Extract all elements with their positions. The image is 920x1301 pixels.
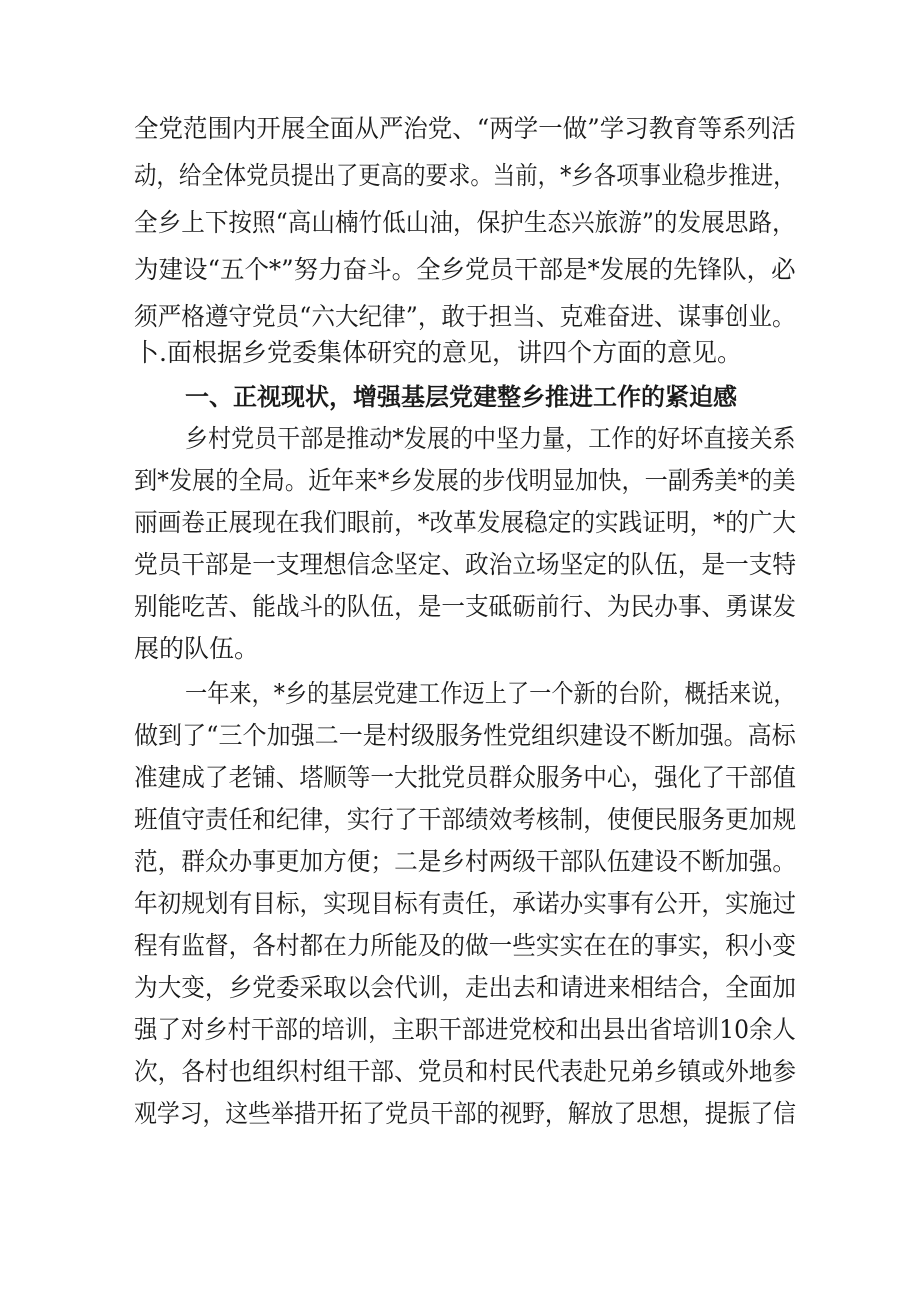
text-line-15: 做到了“三个加强二一是村级服务性党组织建设不断加强。高标 (134, 721, 796, 750)
text-line-3: 全乡上下按照“高山楠竹低山油，保护生态兴旅游”的发展思路， (134, 208, 796, 237)
text-line-23: 次，各村也组织村组干部、党员和村民代表赴兄弟乡镇或外地参 (134, 1057, 797, 1086)
text-line-20: 程有监督，各村都在力所能及的做一些实实在在的事实，积小变 (134, 931, 797, 960)
text-line-8: 乡村党员干部是推动*发展的中坚力量，工作的好坏直接关系 (185, 424, 796, 453)
text-line-5: 须严格遵守党员“六大纪律”，敢于担当、克难奋进、谋事创业。 (134, 302, 796, 331)
text-line-22: 强了对乡村干部的培训，主职干部进党校和出县出省培训10余人 (134, 1015, 796, 1044)
text-line-13: 展的队伍。 (134, 634, 260, 663)
text-line-18: 范，群众办事更加方便；二是乡村两级干部队伍建设不断加强。 (134, 847, 797, 876)
text-line-6: 卜.面根据乡党委集体研究的意见，讲四个方面的意见。 (134, 338, 742, 367)
text-line-2: 动，给全体党员提出了更高的要求。当前，*乡各项事业稳步推进， (134, 161, 796, 190)
text-line-1: 全党范围内开展全面从严治党、“两学一做”学习教育等系列活 (134, 114, 796, 143)
text-line-21: 为大变，乡党委采取以会代训，走出去和请进来相结合，全面加 (134, 973, 797, 1002)
section-heading: 一、正视现状，增强基层党建整乡推进工作的紧迫感 (185, 383, 737, 411)
text-line-16: 准建成了老铺、塔顺等一大批党员群众服务中心，强化了干部值 (134, 763, 797, 792)
text-line-10: 丽画卷正展现在我们眼前，*改革发展稳定的实践证明，*的广大 (134, 508, 797, 537)
text-line-24: 观学习，这些举措开拓了党员干部的视野，解放了思想，提振了信 (134, 1099, 797, 1128)
text-line-11: 党员干部是一支理想信念坚定、政治立场坚定的队伍，是一支特 (134, 550, 797, 579)
text-line-12: 别能吃苦、能战斗的队伍，是一支砥砺前行、为民办事、勇谋发 (134, 592, 797, 621)
text-line-4: 为建设“五个*”努力奋斗。全乡党员干部是*发展的先锋队，必 (134, 255, 796, 284)
text-line-17: 班值守责任和纪律，实行了干部绩效考核制，使便民服务更加规 (134, 805, 797, 834)
text-line-14: 一年来，*乡的基层党建工作迈上了一个新的台阶，概括来说， (185, 679, 796, 708)
text-line-9: 到*发展的全局。近年来*乡发展的步伐明显加快，一副秀美*的美 (134, 466, 796, 495)
text-line-19: 年初规划有目标，实现目标有责任，承诺办实事有公开，实施过 (134, 889, 797, 918)
